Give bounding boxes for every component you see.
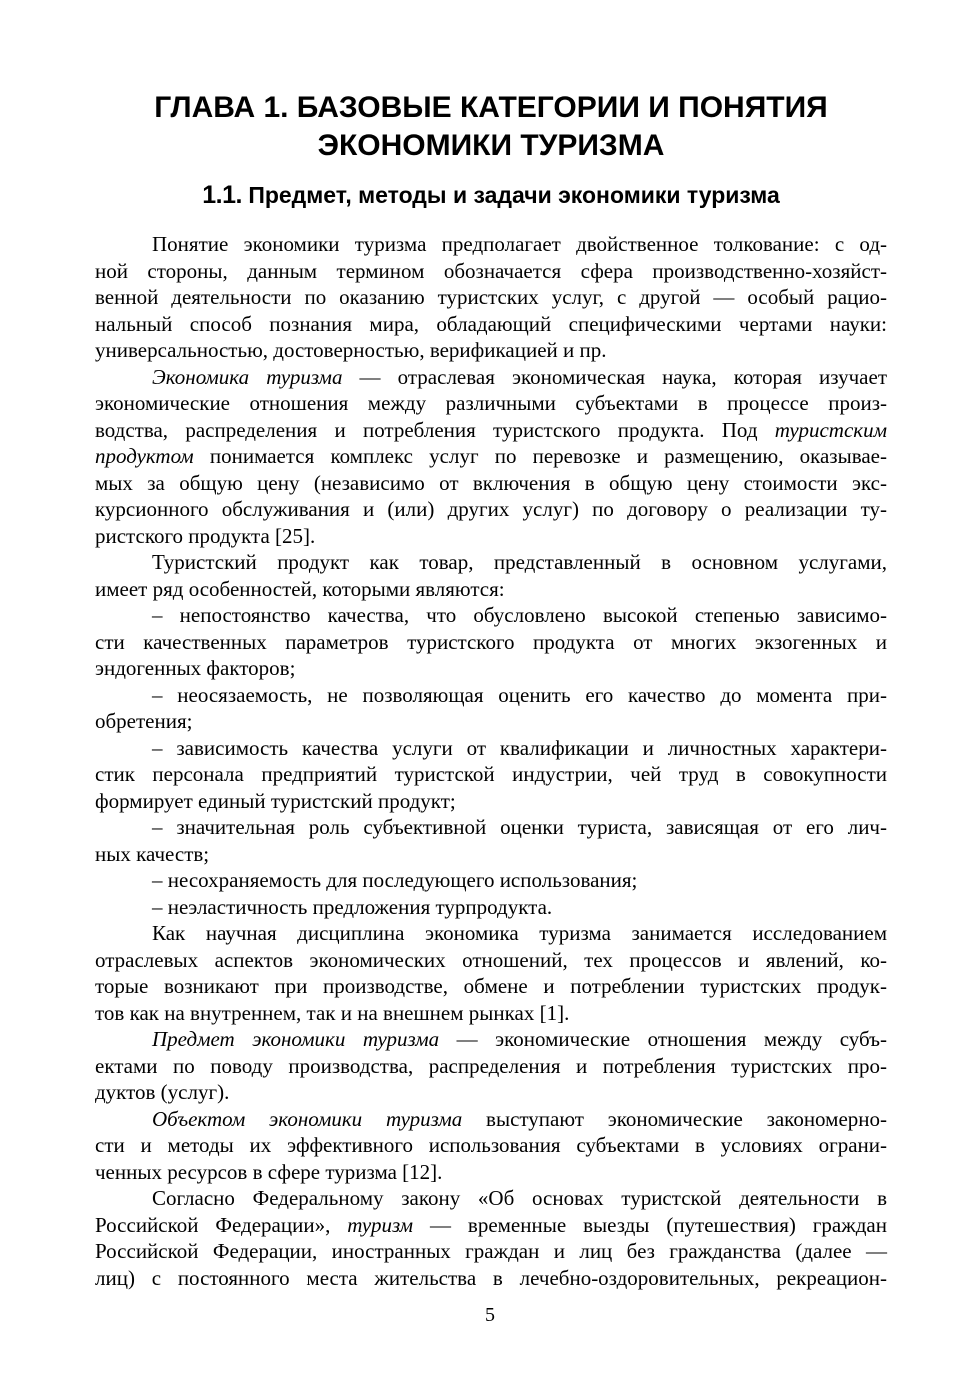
paragraph-line: продуктом понимается комплекс услуг по перевозке и размещению, оказывае- — [95, 444, 887, 468]
paragraph-line: имеет ряд особенностей, которыми являются: — [95, 576, 505, 601]
paragraph-line: Российской Федерации, иностранных граждан и лиц без гражданства (далее — — [95, 1239, 887, 1263]
paragraph-line: Предмет экономики туризма — экономические отношения между субъ- — [152, 1027, 887, 1051]
paragraph-line: ченных ресурсов в сфере туризма [12]. — [95, 1159, 443, 1184]
term-tourism: туризм — [347, 1212, 414, 1237]
paragraph-line: водства, распределения и потребления туристского продукта. Под туристским — [95, 417, 887, 442]
paragraph-line: сти и методы их эффективного использования субъектами в условиях ограни- — [95, 1133, 887, 1157]
term-object-of-economics: Объектом экономики туризма — [152, 1106, 463, 1131]
list-item-line: – зависимость качества услуги от квалификации и личностных характери- — [152, 735, 887, 760]
paragraph-line: Как научная дисциплина экономика туризма занимается исследованием — [152, 921, 887, 945]
list-item-line: – значительная роль субъективной оценки туриста, зависящая от его лич- — [152, 815, 887, 839]
paragraph-line: Понятие экономики туризма предполагает двойственное толкование: с од- — [152, 232, 887, 256]
paragraph-line: венной деятельности по оказанию туристских услуг, с другой — особый рацио- — [95, 285, 887, 309]
paragraph-line: торые возникают при производстве, обмене и потреблении туристских продук- — [95, 974, 887, 998]
term-economics-of-tourism: Экономика туризма — [152, 364, 343, 389]
paragraph-line: отраслевых аспектов экономических отношений, тех процессов и явлений, ко- — [95, 947, 887, 972]
paragraph-line: ристского продукта [25]. — [95, 523, 316, 548]
list-item-line: – непостоянство качества, что обусловлено высокой степенью зависимо- — [152, 603, 887, 627]
paragraph-line: экономические отношения между различными субъектами в процессе произ- — [95, 391, 887, 415]
paragraph-line: тов как на внутреннем, так и на внешнем рынках [1]. — [95, 1000, 570, 1025]
paragraph-line: лиц) с постоянного места жительства в лечебно-оздоровительных, рекреацион- — [95, 1265, 887, 1290]
list-item-line: стик персонала предприятий туристской индустрии, чей труд в совокупности — [95, 762, 887, 786]
term-tourist-product-cont: продуктом — [95, 444, 194, 468]
term-tourist-product: туристским — [774, 417, 887, 442]
section-number: 1.1. — [202, 181, 242, 209]
paragraph-line: Российской Федерации», туризм — временные выезды (путешествия) граждан — [95, 1212, 887, 1237]
paragraph-line: Экономика туризма — отраслевая экономическая наука, которая изучает — [152, 364, 887, 389]
paragraph-line: нальный способ познания мира, обладающий специфическими чертами науки: — [95, 311, 887, 336]
body-text — [95, 231, 887, 1291]
paragraph-line: дуктов (услуг). — [95, 1080, 230, 1104]
chapter-title-line-2: ЭКОНОМИКИ ТУРИЗМА — [317, 129, 665, 162]
section-heading — [95, 180, 887, 210]
list-item-line: ных качеств; — [95, 841, 210, 866]
page-number: 5 — [485, 1304, 495, 1326]
paragraph-line: ектами по поводу производства, распределения и потребления туристских про- — [95, 1053, 887, 1078]
list-item-line: формирует единый туристский продукт; — [95, 788, 456, 813]
paragraph-line: Согласно Федеральному закону «Об основах туристской деятельности в — [152, 1186, 887, 1210]
paragraph-line: ной стороны, данным термином обозначается сфера производственно-хозяйст- — [95, 258, 887, 283]
chapter-title — [95, 89, 887, 165]
list-item-line: обретения; — [95, 709, 193, 733]
chapter-title-line-1: ГЛАВА 1. БАЗОВЫЕ КАТЕГОРИИ И ПОНЯТИЯ — [154, 91, 828, 124]
list-item-line: – неосязаемость, не позволяющая оценить его качество до момента при- — [152, 682, 887, 707]
paragraph-line: мых за общую цену (независимо от включения в общую цену стоимости экс- — [95, 470, 887, 495]
paragraph-line: курсионного обслуживания и (или) других услуг) по договору о реализации ту- — [95, 497, 887, 521]
section-title: Предмет, методы и задачи экономики туризма — [248, 182, 780, 208]
paragraph-line: Объектом экономики туризма выступают экономические закономерно- — [152, 1106, 887, 1131]
list-item-line: – несохраняемость для последующего использования; — [152, 868, 638, 892]
list-item-line: – неэластичность предложения турпродукта. — [152, 894, 553, 919]
term-subject-of-economics: Предмет экономики туризма — [152, 1027, 440, 1051]
list-item-line: эндогенных факторов; — [95, 656, 296, 680]
paragraph-line: универсальностью, достоверностью, верификацией и пр. — [95, 338, 607, 362]
list-item-line: сти качественных параметров туристского продукта от многих экзогенных и — [95, 629, 887, 654]
paragraph-line: Туристский продукт как товар, представленный в основном услугами, — [152, 550, 887, 574]
